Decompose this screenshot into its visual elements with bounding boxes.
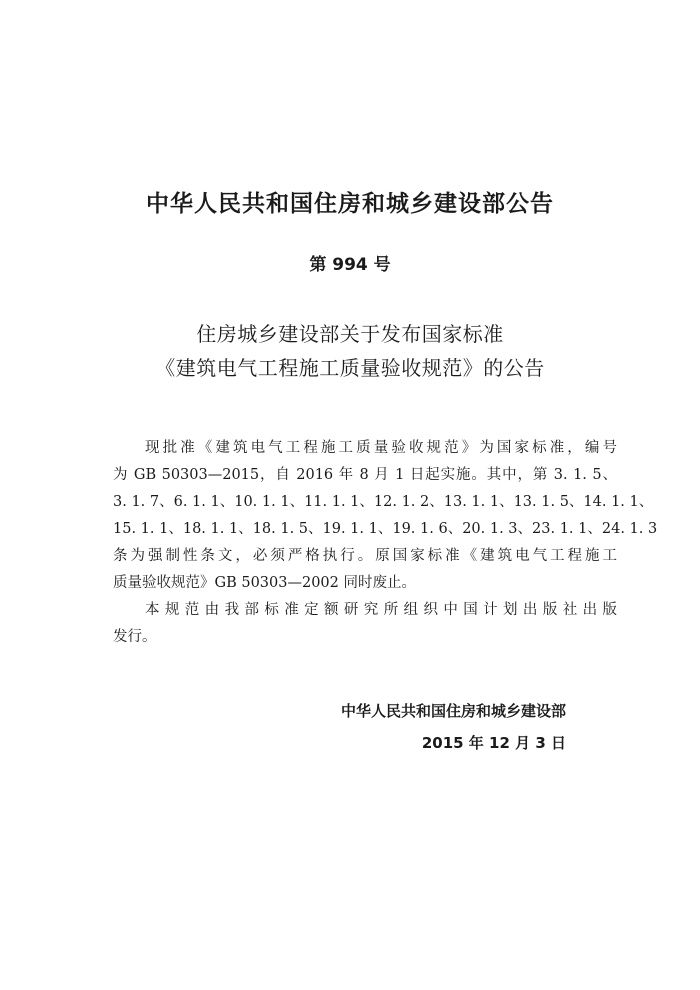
paragraph-1-line: 现批准《建筑电气工程施工质量验收规范》为国家标准，编号 xyxy=(145,440,617,456)
paragraph-1-line: 条为强制性条文，必须严格执行。原国家标准《建筑电气工程施工 xyxy=(113,548,617,564)
paragraph-1-line: 15. 1. 1、18. 1. 1、18. 1. 5、19. 1. 1、19. 1. 6、20. 1. 3、23. 1. 1、24. 1. 3 xyxy=(113,521,658,537)
paragraph-1-line: 为 GB 50303—2015，自 2016 年 8 月 1 日起实施。其中，第 3. 1. 5、 xyxy=(113,467,617,483)
signature-organization: 中华人民共和国住房和城乡建设部 xyxy=(340,702,566,720)
paragraph-1-line: 3. 1. 7、6. 1. 1、10. 1. 1、11. 1. 1、12. 1. 2、13. 1. 1、13. 1. 5、14. 1. 1、 xyxy=(113,494,654,510)
subtitle-line-2: 《建筑电气工程施工质量验收规范》的公告 xyxy=(155,356,545,380)
page-title: 中华人民共和国住房和城乡建设部公告 xyxy=(146,191,554,217)
signature-date: 2015 年 12 月 3 日 xyxy=(421,734,566,752)
subtitle-line-1: 住房城乡建设部关于发布国家标准 xyxy=(196,322,504,346)
paragraph-2-line: 本规范由我部标准定额研究所组织中国计划出版社出版 xyxy=(145,602,617,618)
paragraph-1-line: 质量验收规范》GB 50303—2002 同时废止。 xyxy=(113,575,416,591)
paragraph-2-line: 发行。 xyxy=(113,629,157,645)
announcement-number: 第 994 号 xyxy=(309,255,391,275)
